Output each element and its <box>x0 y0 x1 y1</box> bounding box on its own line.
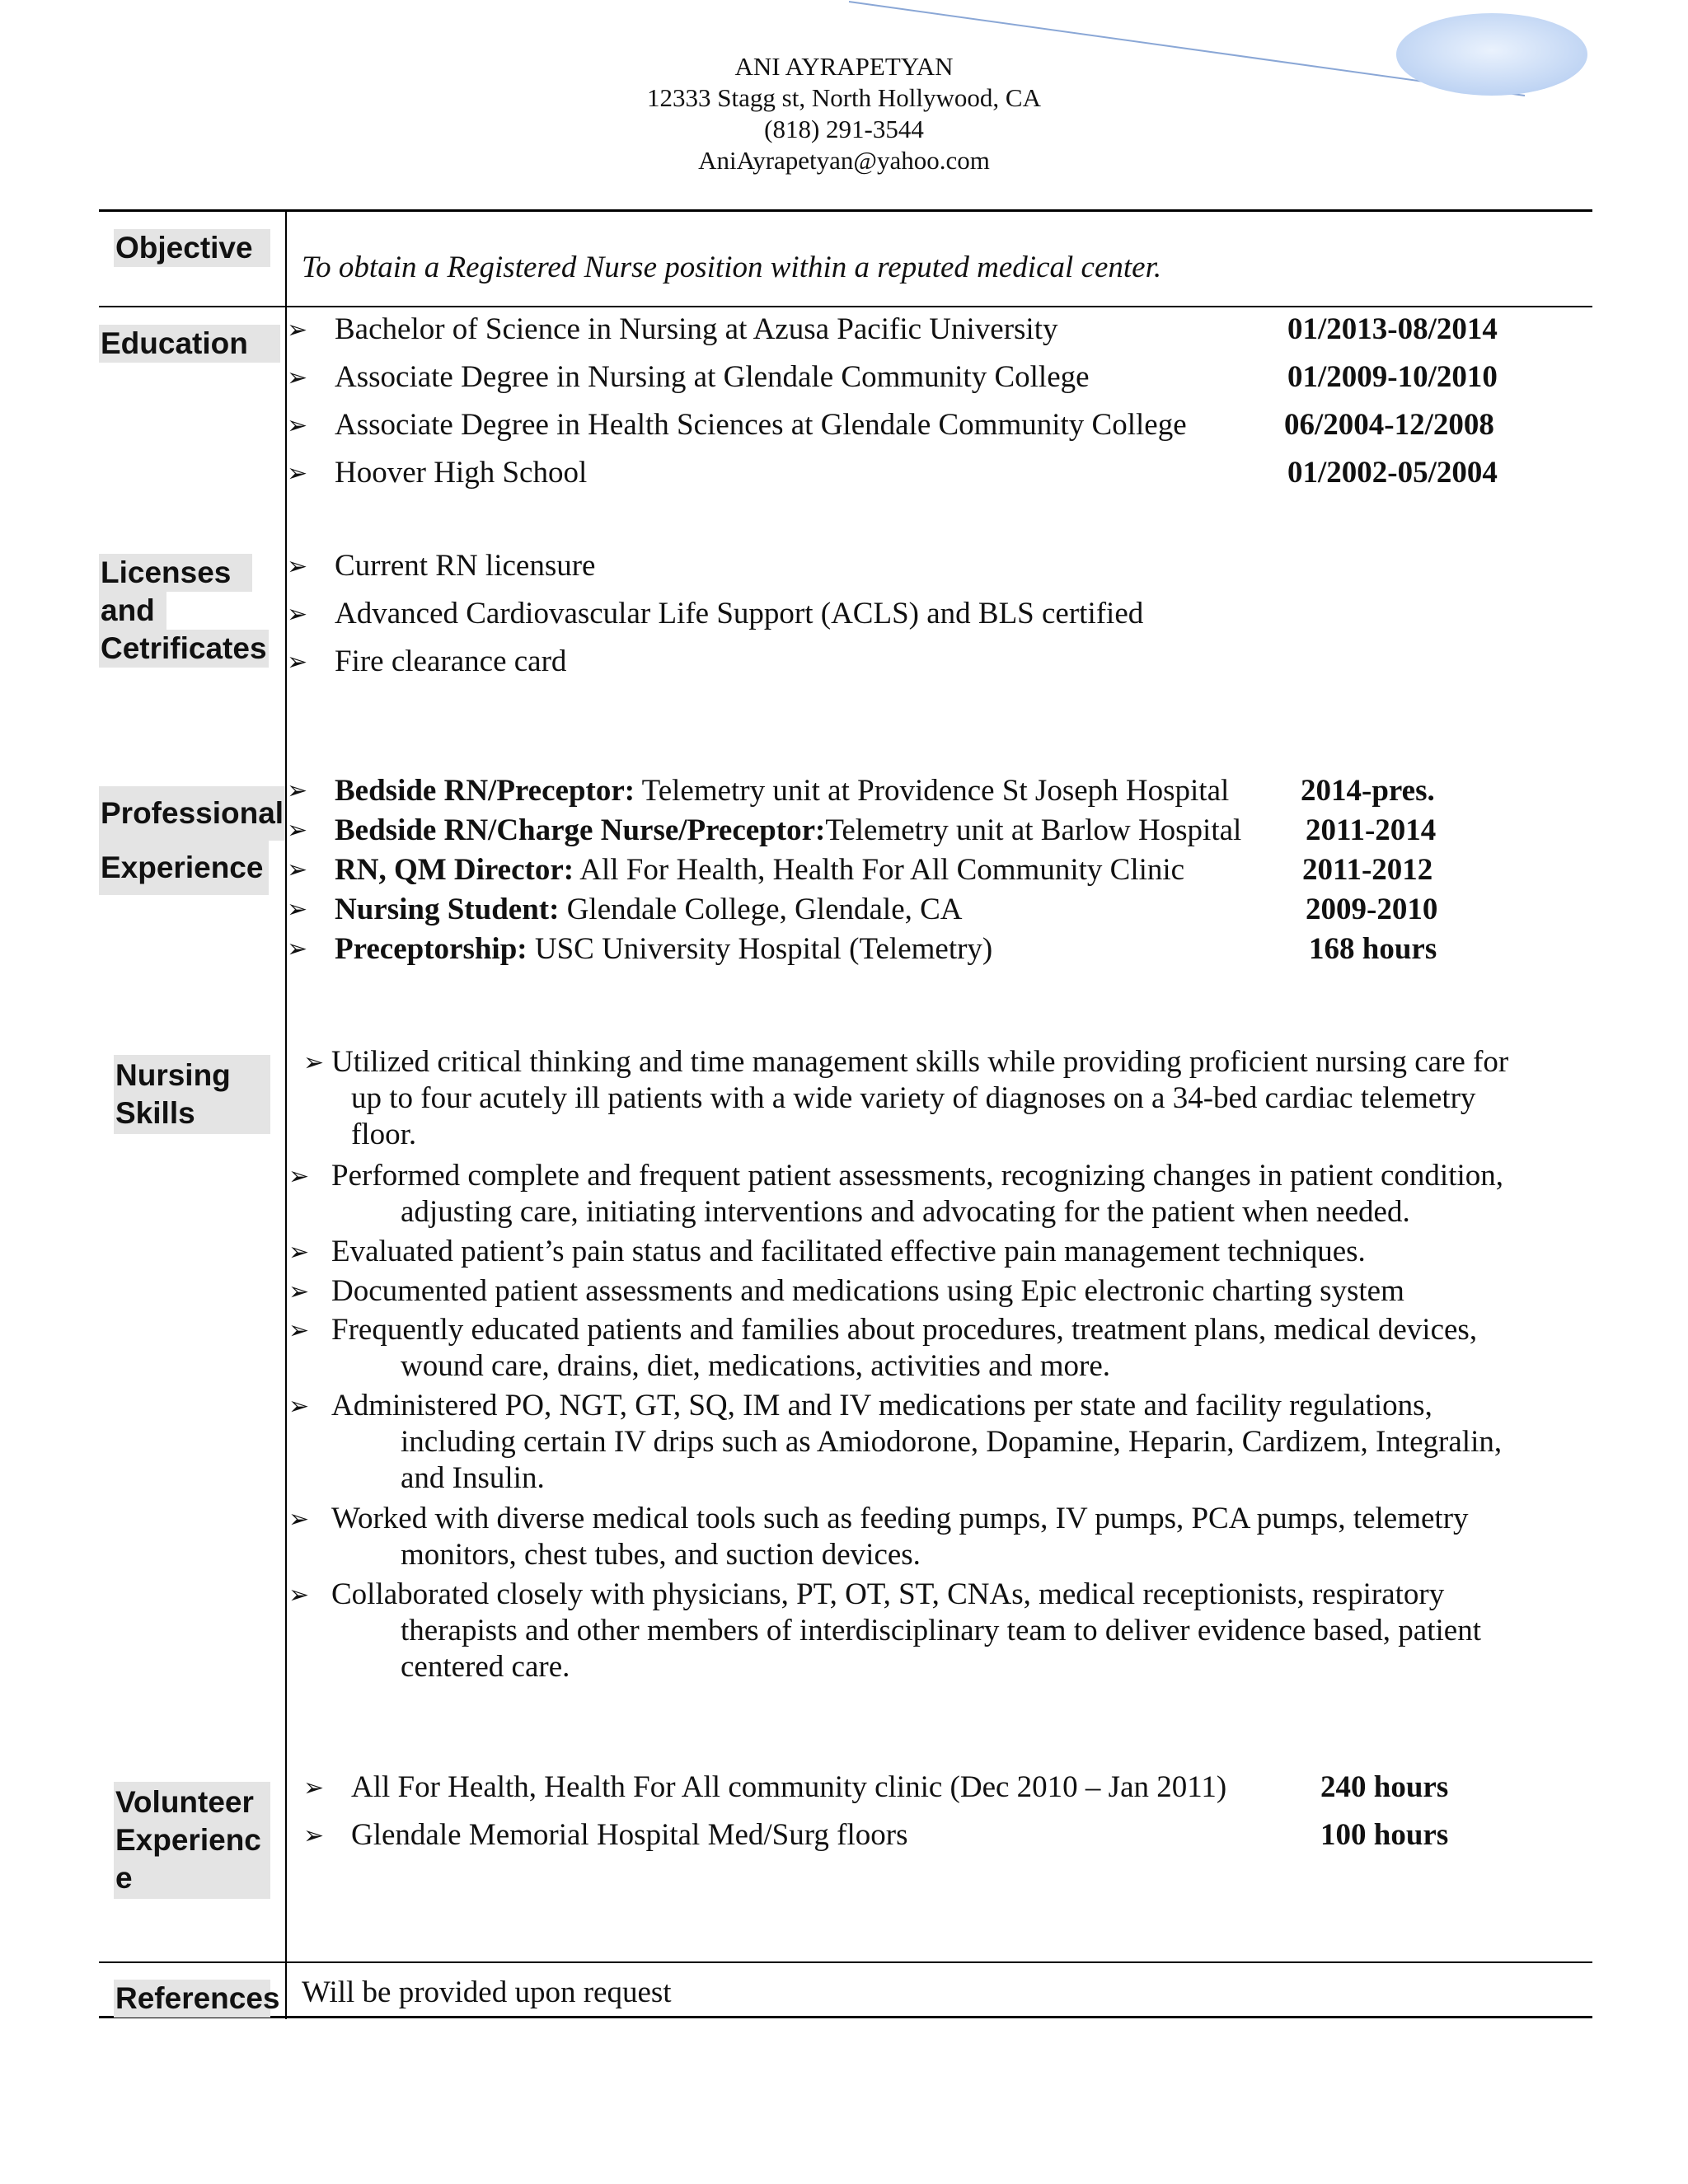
bullet-arrow-icon: ➢ <box>288 1238 310 1267</box>
skill-item-cont: adjusting care, initiating interventions and advocating for the patient when needed. <box>401 1195 1410 1229</box>
education-label: Education <box>99 325 280 363</box>
bullet-arrow-icon: ➢ <box>287 776 308 805</box>
education-item: Associate Degree in Nursing at Glendale Community College <box>335 360 1090 394</box>
licenses-label: Licenses and Cetrificates <box>99 554 269 668</box>
experience-date: 2011-2014 <box>1306 813 1437 847</box>
bullet-arrow-icon: ➢ <box>287 600 308 629</box>
education-item: Associate Degree in Health Sciences at Glendale Community College <box>335 408 1187 442</box>
skill-item: Evaluated patient’s pain status and facilitated effective pain management techniques. <box>331 1235 1366 1268</box>
experience-item <box>335 852 1184 888</box>
experience-place: Glendale College, Glendale, CA <box>559 893 963 926</box>
skill-item: Utilized critical thinking and time management skills while providing proficient nursing care for <box>331 1045 1509 1079</box>
experience-place: Telemetry unit at Barlow Hospital <box>825 813 1242 847</box>
bullet-arrow-icon: ➢ <box>288 1162 310 1191</box>
skill-item-cont: therapists and other members of interdisciplinary team to deliver evidence based, patient <box>401 1614 1481 1647</box>
bullet-arrow-icon: ➢ <box>287 363 308 392</box>
education-date: 01/2002-05/2004 <box>1287 456 1498 490</box>
experience-role: RN, QM Director: <box>335 853 574 887</box>
experience-date: 2014-pres. <box>1301 774 1435 808</box>
bullet-arrow-icon: ➢ <box>287 316 308 344</box>
skill-item: Worked with diverse medical tools such as feeding pumps, IV pumps, PCA pumps, telemetry <box>331 1502 1469 1535</box>
skills-label: Nursing Skills <box>114 1055 270 1134</box>
volunteer-hours: 100 hours <box>1320 1818 1449 1852</box>
bullet-arrow-icon: ➢ <box>288 1277 310 1306</box>
references-label: References <box>114 1980 270 2018</box>
references-text: Will be provided upon request <box>302 1975 672 2009</box>
top-rule <box>99 209 1592 212</box>
education-date: 01/2013-08/2014 <box>1287 312 1498 346</box>
bottom-rule <box>99 2016 1592 2018</box>
references-top-rule <box>99 1961 1592 1963</box>
objective-text: To obtain a Registered Nurse position within a reputed medical center. <box>302 251 1162 284</box>
skill-item-cont: centered care. <box>401 1650 570 1684</box>
bullet-arrow-icon: ➢ <box>287 855 308 884</box>
skill-item: Collaborated closely with physicians, PT, OT, ST, CNAs, medical receptionists, respiratory <box>331 1577 1445 1611</box>
experience-label: Professional Experience <box>99 786 285 895</box>
experience-place: All For Health, Health For All Community Clinic <box>574 853 1185 887</box>
skill-item-cont: floor. <box>351 1118 417 1151</box>
skill-item-cont: monitors, chest tubes, and suction devices. <box>401 1538 921 1572</box>
education-item: Bachelor of Science in Nursing at Azusa Pacific University <box>335 312 1058 346</box>
experience-item <box>335 773 1229 809</box>
skill-item-cont: and Insulin. <box>401 1461 545 1495</box>
bullet-arrow-icon: ➢ <box>287 648 308 677</box>
experience-place: Telemetry unit at Providence St Joseph Hospital <box>635 774 1230 808</box>
bullet-arrow-icon: ➢ <box>288 1505 310 1534</box>
volunteer-item: Glendale Memorial Hospital Med/Surg floors <box>351 1818 908 1852</box>
skill-item: Frequently educated patients and families about procedures, treatment plans, medical devices, <box>331 1313 1478 1347</box>
bullet-arrow-icon: ➢ <box>288 1316 310 1345</box>
header-address: 12333 Stagg st, North Hollywood, CA <box>647 83 1041 112</box>
skill-item: Administered PO, NGT, GT, SQ, IM and IV medications per state and facility regulations, <box>331 1389 1432 1422</box>
license-item: Current RN licensure <box>335 549 596 583</box>
bullet-arrow-icon: ➢ <box>303 1048 325 1077</box>
header-name: ANI AYRAPETYAN <box>734 52 954 81</box>
bullet-arrow-icon: ➢ <box>287 411 308 440</box>
volunteer-label: Volunteer Experienc e <box>114 1782 270 1899</box>
experience-place: USC University Hospital (Telemetry) <box>527 932 993 966</box>
bullet-arrow-icon: ➢ <box>303 1774 325 1802</box>
bullet-arrow-icon: ➢ <box>288 1581 310 1610</box>
bullet-arrow-icon: ➢ <box>303 1821 325 1850</box>
skill-item: Documented patient assessments and medications using Epic electronic charting system <box>331 1274 1404 1308</box>
experience-date: 168 hours <box>1309 932 1437 966</box>
experience-role: Preceptorship: <box>335 932 528 966</box>
bullet-arrow-icon: ➢ <box>287 816 308 845</box>
experience-date: 2011-2012 <box>1302 853 1433 887</box>
bullet-arrow-icon: ➢ <box>287 935 308 963</box>
bullet-arrow-icon: ➢ <box>287 459 308 488</box>
experience-role: Bedside RN/Preceptor: <box>335 774 635 808</box>
header-phone: (818) 291-3544 <box>764 115 924 143</box>
bullet-arrow-icon: ➢ <box>288 1392 310 1421</box>
license-item: Fire clearance card <box>335 644 567 678</box>
education-date: 06/2004-12/2008 <box>1284 408 1494 442</box>
skill-item-cont: up to four acutely ill patients with a wide variety of diagnoses on a 34-bed cardiac telemetry <box>351 1081 1476 1115</box>
experience-role: Nursing Student: <box>335 893 560 926</box>
experience-item <box>335 813 1241 849</box>
bullet-arrow-icon: ➢ <box>287 895 308 924</box>
license-item: Advanced Cardiovascular Life Support (ACLS) and BLS certified <box>335 597 1144 630</box>
experience-date: 2009-2010 <box>1306 893 1438 926</box>
objective-label: Objective <box>114 229 270 267</box>
education-date: 01/2009-10/2010 <box>1287 360 1498 394</box>
volunteer-hours: 240 hours <box>1320 1770 1449 1804</box>
experience-item <box>335 892 963 928</box>
objective-rule <box>99 306 1592 307</box>
volunteer-item: All For Health, Health For All community clinic (Dec 2010 – Jan 2011) <box>351 1770 1227 1804</box>
skill-item-cont: wound care, drains, diet, medications, activities and more. <box>401 1349 1111 1383</box>
education-item: Hoover High School <box>335 456 588 490</box>
skill-item: Performed complete and frequent patient assessments, recognizing changes in patient condition, <box>331 1159 1504 1193</box>
header-email: AniAyrapetyan@yahoo.com <box>698 146 990 175</box>
skill-item-cont: including certain IV drips such as Amiodorone, Dopamine, Heparin, Cardizem, Integralin, <box>401 1425 1503 1459</box>
experience-role: Bedside RN/Charge Nurse/Preceptor: <box>335 813 826 847</box>
bullet-arrow-icon: ➢ <box>287 552 308 581</box>
experience-item <box>335 931 992 968</box>
